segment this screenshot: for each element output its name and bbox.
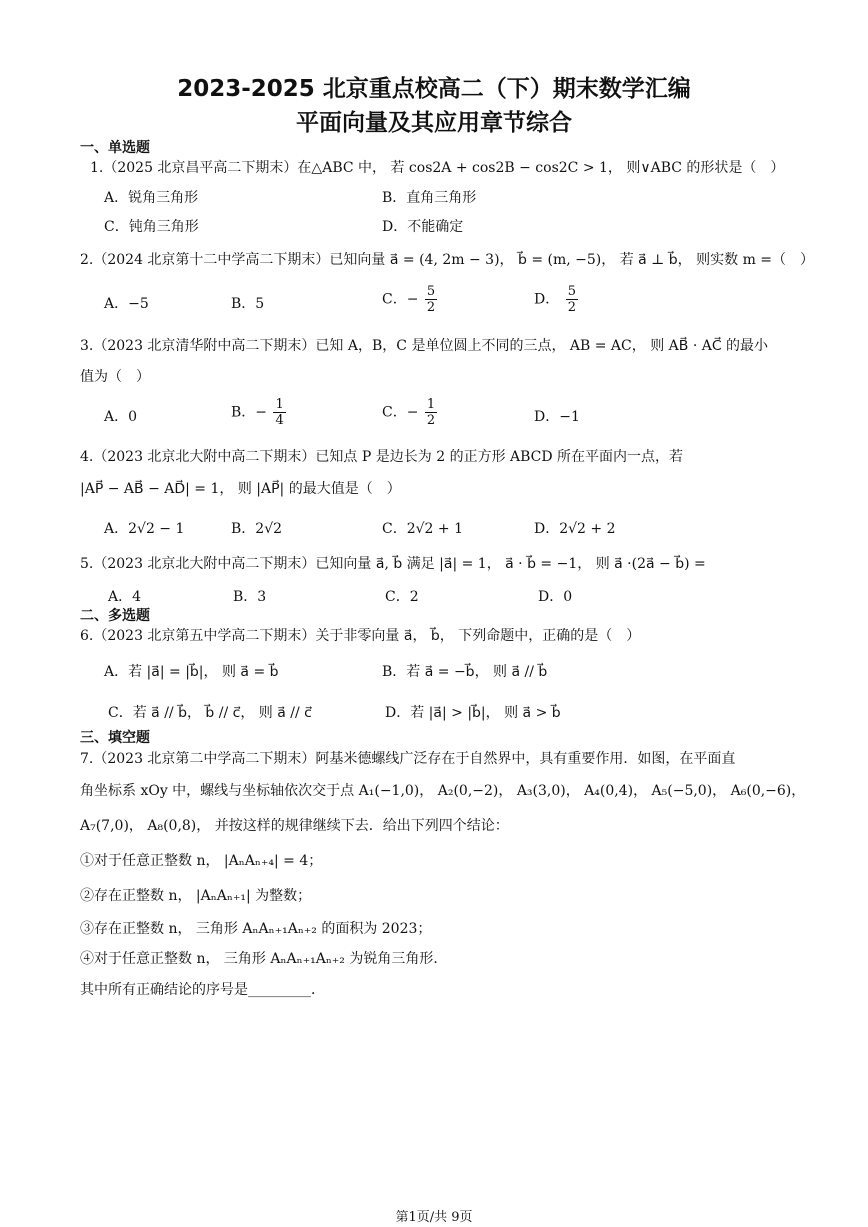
question-3-option-c: [382, 397, 439, 428]
question-7-conclusion-1: ①对于任意正整数 n， |AₙAₙ₊₄| = 4；: [80, 853, 323, 869]
question-3-option-c-label: C．−: [382, 404, 419, 421]
question-1-option-a: A．锐角三角形: [104, 190, 199, 206]
question-7-conclusion-4: ④对于任意正整数 n， 三角形 AₙAₙ₊₁Aₙ₊₂ 为锐角三角形．: [80, 951, 448, 967]
question-5-stem: 5.（2023 北京北大附中高二下期末）已知向量 a⃗, b⃗ 满足 |a⃗| = 1， a⃗ · b⃗ = −1， 则 a⃗ ·(2a⃗ − b⃗) =: [80, 556, 706, 572]
question-2-option-d-label: D．: [534, 291, 560, 308]
page-number: 第1页/共 9页: [395, 1210, 473, 1225]
fraction-denominator: 2: [426, 300, 436, 315]
question-3-option-d: D．−1: [534, 409, 580, 425]
question-3-option-c-fraction: [425, 397, 437, 428]
question-2-option-c: [382, 284, 439, 315]
question-2-stem: 2.（2024 北京第十二中学高二下期末）已知向量 a⃗ = (4, 2m − 3)， b⃗ = (m, −5)， 若 a⃗ ⊥ b⃗， 则实数 m =（ ）: [80, 252, 815, 268]
question-6-option-b: B．若 a⃗ = −b⃗， 则 a⃗ // b⃗: [382, 664, 548, 680]
question-4-option-c: C．2√2 + 1: [382, 521, 463, 537]
fraction-numerator: 1: [275, 397, 284, 412]
question-3-option-b: [231, 397, 288, 428]
question-4-option-a: A．2√2 − 1: [104, 521, 185, 537]
question-4-option-b: B．2√2: [231, 521, 283, 537]
question-5-option-b: B．3: [233, 589, 267, 605]
question-6-option-d: D．若 |a⃗| > |b⃗|， 则 a⃗ > b⃗: [385, 705, 561, 721]
fraction-numerator: 5: [567, 284, 576, 299]
fraction-denominator: 2: [426, 413, 436, 428]
question-7-line-2: 角坐标系 xOy 中，螺线与坐标轴依次交于点 A₁(−1,0)， A₂(0,−2)， A₃(3,0)， A₄(0,4)， A₅(−5,0)， A₆(0,−6)，: [80, 783, 806, 799]
question-4-option-d: D．2√2 + 2: [534, 521, 616, 537]
question-3-stem-line-1: 3.（2023 北京清华附中高二下期末）已知 A，B，C 是单位圆上不同的三点， AB = AC， 则 AB⃗ · AC⃗ 的最小: [80, 338, 769, 354]
question-2-option-a: A．−5: [104, 296, 149, 312]
fraction-denominator: 4: [275, 413, 284, 428]
question-3-stem-line-2: 值为（ ）: [80, 369, 150, 385]
section-heading-multi-choice: 二、多选题: [80, 608, 150, 624]
fraction-numerator: 5: [426, 284, 436, 299]
question-3-option-a: A．0: [104, 409, 138, 425]
question-1-stem: 1.（2025 北京昌平高二下期末）在△ABC 中， 若 cos2A + cos2B − cos2C > 1， 则∨ABC 的形状是（ ）: [90, 160, 785, 176]
section-heading-single-choice: 一、单选题: [80, 140, 150, 156]
section-heading-fill-in: 三、填空题: [80, 730, 150, 746]
question-2-option-d-fraction: [566, 284, 578, 315]
fraction-denominator: 2: [567, 300, 576, 315]
question-4-stem-line-2: |AP⃗ − AB⃗ − AD⃗| = 1， 则 |AP⃗| 的最大值是（ ）: [80, 481, 401, 497]
question-7-conclusion-3: ③存在正整数 n， 三角形 AₙAₙ₊₁Aₙ₊₂ 的面积为 2023；: [80, 921, 432, 937]
fraction-numerator: 1: [426, 397, 436, 412]
question-6-stem: 6.（2023 北京第五中学高二下期末）关于非零向量 a⃗， b⃗， 下列命题中，正确的是（ ）: [80, 628, 641, 644]
question-2-option-d: [534, 284, 580, 315]
question-2-option-c-label: C．−: [382, 291, 419, 308]
question-3-option-b-label: B．−: [231, 404, 268, 421]
question-6-option-a: A．若 |a⃗| = |b⃗|， 则 a⃗ = b⃗: [104, 664, 279, 680]
page-title: 2023-2025 北京重点校高二（下）期末数学汇编: [177, 76, 691, 102]
question-4-stem-line-1: 4.（2023 北京北大附中高二下期末）已知点 P 是边长为 2 的正方形 ABCD 所在平面内一点，若: [80, 449, 684, 465]
question-7-line-1: 7.（2023 北京第二中学高二下期末）阿基米德螺线广泛存在于自然界中，具有重要作用．如图，在平面直: [80, 751, 736, 767]
question-7-conclusion-2: ②存在正整数 n， |AₙAₙ₊₁| 为整数；: [80, 888, 312, 904]
question-7-line-3: A₇(7,0)， A₈(0,8)， 并按这样的规律继续下去．给出下列四个结论：: [80, 818, 509, 834]
question-5-option-c: C．2: [385, 589, 419, 605]
question-1-option-d: D．不能确定: [382, 219, 464, 235]
page-subtitle: 平面向量及其应用章节综合: [296, 110, 572, 136]
question-1-option-b: B．直角三角形: [382, 190, 477, 206]
question-3-option-b-fraction: [273, 397, 285, 428]
question-6-option-c: C．若 a⃗ // b⃗， b⃗ // c⃗， 则 a⃗ // c⃗: [108, 705, 312, 721]
question-2-option-c-fraction: [425, 284, 437, 315]
question-7-answer-prompt: 其中所有正确结论的序号是_________．: [80, 982, 325, 998]
question-5-option-d: D．0: [538, 589, 573, 605]
question-1-option-c: C．钝角三角形: [104, 219, 199, 235]
question-5-option-a: A．4: [108, 589, 142, 605]
question-2-option-b: B．5: [231, 296, 265, 312]
